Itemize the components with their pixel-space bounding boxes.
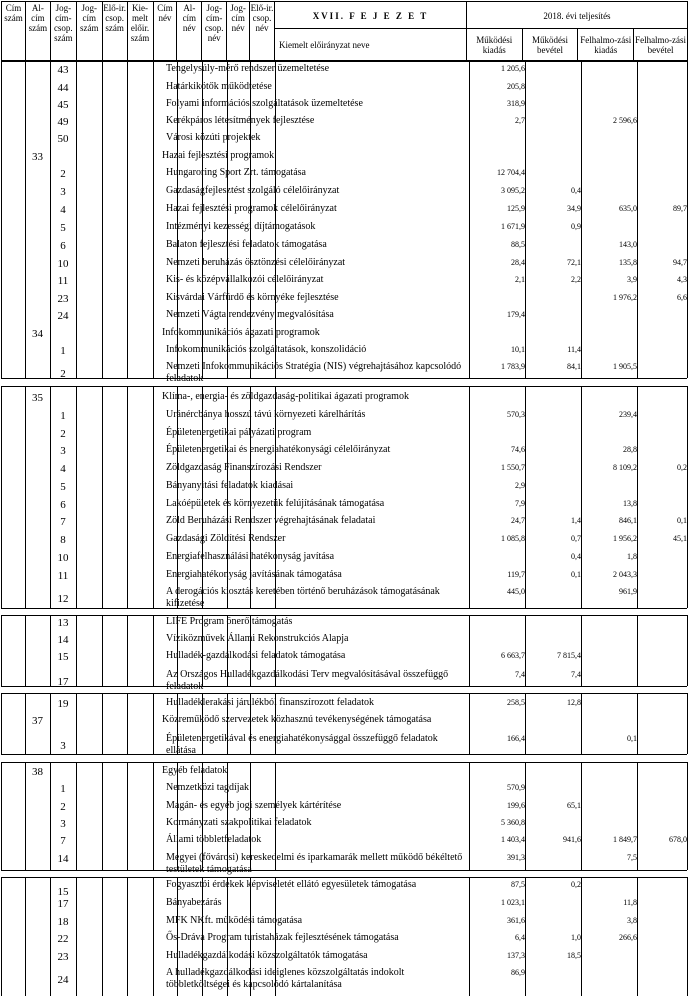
- item-name: Zöldgazdaság Finanszírozási Rendszer: [166, 462, 322, 473]
- value-cell: 0,1: [677, 516, 687, 525]
- column-rule: [637, 61, 638, 378]
- jogcim-number: 43: [57, 64, 69, 76]
- jogcim-number: 3: [60, 186, 66, 198]
- value-cell: 7,9: [515, 499, 525, 508]
- value-cell: 445,0: [507, 587, 525, 596]
- jogcim-number: 14: [57, 634, 69, 646]
- item-name: Kerékpáros létesítmények fejlesztése: [166, 115, 315, 126]
- jogcim-number: 23: [57, 293, 69, 305]
- value-cell: 1,4: [571, 516, 581, 525]
- item-name: Nemzeti Infokommunikációs Stratégia (NIS) végrehajtásához kapcsolódó feladatok: [166, 361, 462, 384]
- item-name: A derogációs kiosztás keretében történő beruházások támogatásának kifizetése: [166, 586, 440, 609]
- alcim-number: 33: [32, 151, 43, 163]
- jogcim-number: 6: [60, 240, 66, 252]
- column-rule: [25, 386, 26, 608]
- item-name: Fogyasztói érdekek képviseletét ellátó egyesületek támogatása: [166, 879, 417, 890]
- column-rule: [637, 615, 638, 686]
- section-rule: [1, 693, 687, 694]
- item-name: Folyami információs szolgáltatások üzemeltetése: [166, 98, 363, 109]
- jogcim-number: 7: [60, 516, 66, 528]
- header-alcim-nev: Al-cím név: [177, 2, 202, 61]
- value-cell: 1 205,6: [501, 64, 525, 73]
- value-cell: 1 085,8: [501, 534, 525, 543]
- column-rule: [1, 386, 2, 608]
- value-cell: 3,9: [627, 275, 637, 284]
- value-cell: 143,0: [619, 240, 637, 249]
- jogcim-number: 22: [57, 933, 69, 945]
- value-cell: 11,8: [623, 898, 637, 907]
- value-cell: 88,5: [511, 240, 525, 249]
- jogcim-number: 13: [57, 617, 69, 629]
- jogcim-number: 50: [57, 133, 69, 145]
- value-cell: 941,6: [563, 835, 581, 844]
- column-rule: [25, 615, 26, 686]
- item-name: Városi közúti projektek: [166, 132, 261, 143]
- value-cell: 8 109,2: [613, 463, 637, 472]
- header-mukodesi-bevetel: Működési bevétel: [522, 29, 578, 61]
- value-cell: 1,8: [627, 552, 637, 561]
- column-rule: [127, 693, 128, 754]
- jogcim-number: 2: [60, 428, 66, 440]
- value-cell: 0,4: [571, 186, 581, 195]
- section-rule: [1, 386, 687, 387]
- value-cell: 635,0: [619, 204, 637, 213]
- column-rule: [153, 762, 154, 870]
- section-rule: [1, 61, 687, 62]
- value-cell: 3,8: [627, 916, 637, 925]
- column-rule: [102, 762, 103, 870]
- value-cell: 5 360,8: [501, 818, 525, 827]
- column-rule: [102, 615, 103, 686]
- item-name: LIFE Program önerő támogatás: [166, 616, 293, 627]
- item-name: Intézményi kezességi díjtámogatások: [166, 221, 316, 232]
- value-cell: 18,5: [567, 951, 581, 960]
- column-rule: [1, 877, 2, 996]
- column-rule: [102, 386, 103, 608]
- value-cell: 7,5: [627, 853, 637, 862]
- value-cell: 239,4: [619, 410, 637, 419]
- column-rule: [1, 61, 2, 378]
- jogcim-number: 49: [57, 116, 69, 128]
- item-name: Klíma-, energia- és zöldgazdaság-politikai ágazati programok: [162, 391, 409, 402]
- value-cell: 74,6: [511, 445, 525, 454]
- column-rule: [127, 61, 128, 378]
- alcim-number: 37: [32, 715, 43, 727]
- column-rule: [25, 762, 26, 870]
- item-name: Nemzetközi tagdíjak: [166, 782, 250, 793]
- column-rule: [525, 61, 526, 378]
- value-cell: 24,7: [511, 516, 525, 525]
- jogcim-number: 12: [57, 593, 69, 605]
- value-cell: 2,7: [515, 116, 525, 125]
- value-cell: 28,4: [511, 258, 525, 267]
- value-cell: 84,1: [567, 362, 581, 371]
- column-rule: [76, 386, 77, 608]
- item-name: Magán- és egyéb jogi személyek kártérítése: [166, 800, 342, 811]
- jogcim-number: 15: [57, 886, 69, 898]
- column-rule: [581, 61, 582, 378]
- column-rule: [1, 762, 2, 870]
- column-rule: [102, 877, 103, 996]
- value-cell: 86,9: [511, 968, 525, 977]
- value-cell: 1 849,7: [613, 835, 637, 844]
- jogcim-number: 3: [60, 818, 66, 830]
- jogcim-number: 3: [60, 445, 66, 457]
- item-name: Épületenergetikai és energiahatékonysági célelőirányzat: [166, 444, 391, 455]
- alcim-number: 35: [32, 392, 43, 404]
- jogcim-number: 45: [57, 99, 69, 111]
- value-cell: 7,4: [571, 670, 581, 679]
- value-cell: 1 976,2: [613, 293, 637, 302]
- header-jogcimcsop-nev: Jog-cím-csop. név: [202, 2, 227, 61]
- value-cell: 361,6: [507, 916, 525, 925]
- item-name: Lakóépületek és környezetük felújításának támogatása: [166, 498, 385, 509]
- jogcim-number: 8: [60, 534, 66, 546]
- column-rule: [76, 877, 77, 996]
- value-cell: 1 023,1: [501, 898, 525, 907]
- column-rule: [153, 615, 154, 686]
- jogcim-number: 17: [57, 676, 69, 688]
- column-rule: [637, 693, 638, 754]
- value-cell: 199,6: [507, 801, 525, 810]
- column-rule: [637, 386, 638, 608]
- item-name: MFK NKft. működési támogatása: [166, 915, 303, 926]
- column-rule: [127, 615, 128, 686]
- item-name: Kormányzati szakpolitikai feladatok: [166, 817, 312, 828]
- value-cell: 65,1: [567, 801, 581, 810]
- jogcim-number: 3: [60, 740, 66, 752]
- item-name-header: Kiemelt előirányzat neve: [274, 29, 466, 61]
- header-eloircsop-szam: Elő-ir. csop. szám: [102, 2, 127, 61]
- value-cell: 570,3: [507, 410, 525, 419]
- jogcim-number: 11: [57, 275, 69, 287]
- jogcim-number: 10: [57, 552, 69, 564]
- alcim-number: 34: [32, 328, 43, 340]
- value-cell: 258,5: [507, 698, 525, 707]
- value-cell: 0,1: [571, 570, 581, 579]
- value-cell: 570,9: [507, 783, 525, 792]
- item-name: Energiahatékonyság javításának támogatása: [166, 569, 342, 580]
- item-name: Bányanyitási feladatok kiadásai: [166, 480, 294, 491]
- jogcim-number: 1: [60, 783, 66, 795]
- value-cell: 45,1: [673, 534, 687, 543]
- jogcim-number: 18: [57, 916, 69, 928]
- value-cell: 2 596,6: [613, 116, 637, 125]
- value-cell: 391,3: [507, 853, 525, 862]
- jogcim-number: 14: [57, 853, 69, 865]
- item-name: Infokommunikációs ágazati programok: [162, 327, 320, 338]
- column-rule: [127, 386, 128, 608]
- column-rule: [153, 693, 154, 754]
- value-cell: 28,8: [623, 445, 637, 454]
- value-cell: 205,8: [507, 82, 525, 91]
- value-cell: 179,4: [507, 310, 525, 319]
- value-cell: 1 403,4: [501, 835, 525, 844]
- column-rule: [637, 877, 638, 996]
- value-cell: 34,9: [567, 204, 581, 213]
- value-cell: 137,3: [507, 951, 525, 960]
- value-cell: 166,4: [507, 734, 525, 743]
- value-cell: 846,1: [619, 516, 637, 525]
- item-name: Infokommunikációs szolgáltatások, konszolidáció: [166, 344, 367, 355]
- header-cim-nev: Cím név: [153, 2, 177, 61]
- value-cell: 6,4: [515, 933, 525, 942]
- jogcim-number: 1: [60, 345, 66, 357]
- header-mukodesi-kiadas: Működési kiadás: [466, 29, 522, 61]
- column-rule: [637, 762, 638, 870]
- column-rule: [1, 693, 2, 754]
- value-cell: 2 043,3: [613, 570, 637, 579]
- item-name: Ős-Dráva Program turistaházak fejlesztésének támogatása: [166, 932, 399, 943]
- jogcim-number: 1: [60, 410, 66, 422]
- header-cim-szam: Cím szám: [2, 2, 26, 61]
- chapter-title: XVII. F E J E Z E T: [274, 2, 466, 29]
- jogcim-number: 7: [60, 835, 66, 847]
- jogcim-number: 11: [57, 570, 69, 582]
- value-cell: 4,3: [677, 275, 687, 284]
- column-rule: [76, 762, 77, 870]
- item-name: Víziközművek Állami Rekonstrukciós Alapja: [166, 633, 349, 644]
- column-rule: [153, 61, 154, 378]
- column-rule: [153, 386, 154, 608]
- jogcim-number: 4: [60, 463, 66, 475]
- section-rule: [1, 877, 687, 878]
- item-name: Hulladéklerakási járulékból finanszírozott feladatok: [166, 697, 374, 708]
- item-name: Épületenergetikai pályázati program: [166, 427, 312, 438]
- value-cell: 1 956,2: [613, 534, 637, 543]
- jogcim-number: 6: [60, 499, 66, 511]
- value-cell: 135,8: [619, 258, 637, 267]
- header-alcim-szam: Al-cím szám: [25, 2, 50, 61]
- section-rule: [1, 762, 687, 763]
- value-cell: 678,0: [669, 835, 687, 844]
- column-rule: [102, 693, 103, 754]
- item-name: Kisvárdai Várfürdő és környéke fejlesztése: [166, 292, 339, 303]
- item-name: Zöld Beruházási Rendszer végrehajtásának feladatai: [166, 515, 376, 526]
- jogcim-number: 2: [60, 801, 66, 813]
- header-jogcim-szam: Jog-cím szám: [76, 2, 102, 61]
- column-rule: [1, 615, 2, 686]
- column-rule: [102, 61, 103, 378]
- value-cell: 0,2: [677, 463, 687, 472]
- item-name: Hungaroring Sport Zrt. támogatása: [166, 167, 306, 178]
- value-cell: 12,8: [567, 698, 581, 707]
- column-rule: [76, 615, 77, 686]
- value-cell: 12 704,4: [497, 168, 525, 177]
- item-name: Állami többletfeladatok: [166, 834, 262, 845]
- value-cell: 266,6: [619, 933, 637, 942]
- column-rule: [525, 762, 526, 870]
- value-cell: 318,9: [507, 99, 525, 108]
- value-cell: 10,1: [511, 345, 525, 354]
- value-cell: 7,4: [515, 670, 525, 679]
- column-rule: [127, 877, 128, 996]
- value-cell: 1 783,9: [501, 362, 525, 371]
- column-rule: [127, 762, 128, 870]
- column-rule: [76, 693, 77, 754]
- header-felhalmozasi-bevetel: Felhalmo-zási bevétel: [634, 29, 688, 61]
- item-name: Épületenergetikával és energiahatékonysággal összefüggő feladatok ellátása: [166, 733, 438, 756]
- jogcim-number: 2: [60, 168, 66, 180]
- value-cell: 1 905,5: [613, 362, 637, 371]
- jogcim-number: 10: [57, 258, 69, 270]
- item-name: Energiafelhasználási hatékonyság javítása: [166, 551, 335, 562]
- item-name: Kis- és középvállalkozói célelőirányzat: [166, 274, 324, 285]
- jogcim-number: 44: [57, 82, 69, 94]
- value-cell: 6,6: [677, 293, 687, 302]
- item-name: Egyéb feladatok: [162, 765, 228, 776]
- header-kiemelt-szam: Kie-melt előir. szám: [127, 2, 153, 61]
- value-cell: 13,8: [623, 499, 637, 508]
- header-jogcimcsop-szam: Jog-cím-csop. szám: [50, 2, 76, 61]
- item-name: Hazai fejlesztési programok célelőirányzat: [166, 203, 337, 214]
- jogcim-number: 17: [57, 898, 69, 910]
- item-name: Nemzeti Vágta rendezvény megvalósítása: [166, 309, 334, 320]
- value-cell: 961,9: [619, 587, 637, 596]
- value-cell: 1 671,9: [501, 222, 525, 231]
- item-name: Hulladék-gazdálkodási feladatok támogatása: [166, 650, 346, 661]
- value-cell: 87,5: [511, 880, 525, 889]
- item-name: Nemzeti beruházás ösztönzési célelőirányzat: [166, 257, 346, 268]
- value-cell: 94,7: [673, 258, 687, 267]
- jogcim-number: 4: [60, 204, 66, 216]
- value-cell: 0,7: [571, 534, 581, 543]
- value-cell: 72,1: [567, 258, 581, 267]
- column-rule: [76, 61, 77, 378]
- jogcim-number: 15: [57, 651, 69, 663]
- item-name: Gazdaságfejlesztést szolgáló célelőirányzat: [166, 185, 340, 196]
- item-name: Hazai fejlesztési programok: [162, 150, 275, 161]
- column-rule: [25, 877, 26, 996]
- jogcim-number: 24: [57, 310, 69, 322]
- item-name: Balaton fejlesztési feladatok támogatása: [166, 239, 327, 250]
- value-cell: 0,4: [571, 552, 581, 561]
- item-name: Gazdasági Zöldítési Rendszer: [166, 533, 286, 544]
- value-cell: 2,9: [515, 481, 525, 490]
- value-cell: 1 550,7: [501, 463, 525, 472]
- item-name: Hulladékgazdálkodási közszolgáltatók támogatása: [166, 950, 368, 961]
- value-cell: 11,4: [567, 345, 581, 354]
- header-jogcim-nev: Jog-cím név: [227, 2, 250, 61]
- item-name: Határkikötők működtetése: [166, 81, 272, 92]
- value-cell: 0,2: [571, 880, 581, 889]
- value-cell: 3 095,2: [501, 186, 525, 195]
- jogcim-number: 5: [60, 481, 66, 493]
- column-rule: [153, 877, 154, 996]
- item-name: Uránércbánya hosszú távú környezeti kárelhárítás: [166, 409, 366, 420]
- value-cell: 0,9: [571, 222, 581, 231]
- value-cell: 119,7: [507, 570, 525, 579]
- item-name: A hulladékgazdálkodási ideiglenes közszolgáltatás indokolt többletköltségei és kapcsolódó kártalanítása: [166, 967, 405, 990]
- value-cell: 2,2: [571, 275, 581, 284]
- year-header: 2018. évi teljesítés: [466, 2, 687, 29]
- value-cell: 2,1: [515, 275, 525, 284]
- value-cell: 89,7: [673, 204, 687, 213]
- value-cell: 0,1: [627, 734, 637, 743]
- alcim-number: 38: [32, 766, 43, 778]
- jogcim-number: 5: [60, 222, 66, 234]
- jogcim-number: 23: [57, 951, 69, 963]
- value-cell: 6 663,7: [501, 651, 525, 660]
- column-rule: [581, 615, 582, 686]
- value-cell: 125,9: [507, 204, 525, 213]
- value-cell: 1,0: [571, 933, 581, 942]
- table-header: [1, 1, 688, 61]
- item-name: Bányabezárás: [166, 897, 222, 908]
- value-cell: 7 815,4: [557, 651, 581, 660]
- item-name: Tengelysúly-mérő rendszer üzemeltetése: [166, 63, 330, 74]
- item-name: Az Országos Hulladékgazdálkodási Terv megvalósításával összefüggő feladatok: [166, 669, 449, 692]
- item-name: Közreműködő szervezetek közhasznú tevékenységének támogatása: [162, 714, 432, 725]
- jogcim-number: 24: [57, 974, 69, 986]
- header-felhalmozasi-kiadas: Felhalmo-zási kiadás: [578, 29, 634, 61]
- jogcim-number: 19: [57, 698, 69, 710]
- jogcim-number: 2: [60, 368, 66, 380]
- item-name: Megyei (fővárosi) kereskedelmi és iparkamarák mellett működő békéltető testületek támogatása: [166, 852, 463, 875]
- header-eloircsop-nev: Elő-ir. csop. név: [250, 2, 275, 61]
